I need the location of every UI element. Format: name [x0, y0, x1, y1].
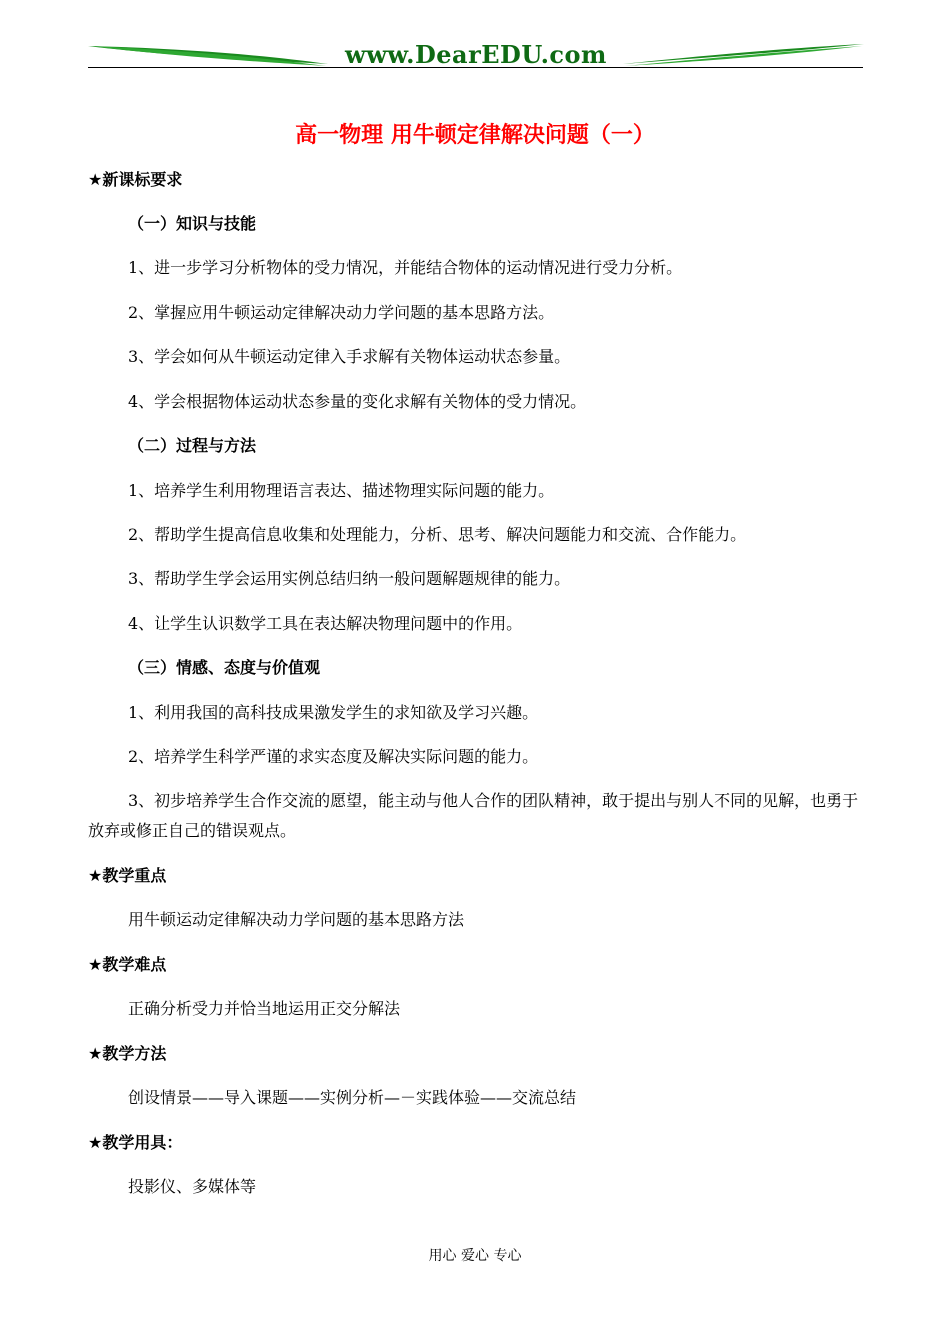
list-item: 4、让学生认识数学工具在表达解决物理问题中的作用。 — [128, 614, 523, 633]
section-heading-method: ★教学方法 — [88, 1044, 167, 1063]
list-item: 1、进一步学习分析物体的受力情况，并能结合物体的运动情况进行受力分析。 — [128, 258, 683, 277]
focus-text: 用牛顿运动定律解决动力学问题的基本思路方法 — [128, 910, 465, 929]
page-footer: 用心 爱心 专心 — [428, 1248, 522, 1264]
list-item: 2、掌握应用牛顿运动定律解决动力学问题的基本思路方法。 — [128, 303, 555, 322]
page-title: 高一物理 用牛顿定律解决问题（一） — [295, 123, 655, 148]
list-item: 1、培养学生利用物理语言表达、描述物理实际问题的能力。 — [128, 481, 555, 500]
tools-text: 投影仪、多媒体等 — [128, 1177, 257, 1196]
site-url: www.DearEDU.com — [345, 40, 607, 69]
list-item: 3、帮助学生学会运用实例总结归纳一般问题解题规律的能力。 — [128, 569, 571, 588]
difficulty-text: 正确分析受力并恰当地运用正交分解法 — [128, 999, 401, 1018]
header-rule — [88, 67, 863, 68]
list-item: 3、初步培养学生合作交流的愿望，能主动与他人合作的团队精神，敢于提出与别人不同的见解，也勇于放弃或修正自己的错误观点。 — [88, 791, 859, 840]
section-heading-curriculum: ★新课标要求 — [88, 170, 183, 189]
section-heading-difficulty: ★教学难点 — [88, 955, 167, 974]
list-item: 1、利用我国的高科技成果激发学生的求知欲及学习兴趣。 — [128, 703, 539, 722]
subsection-heading-knowledge: （一）知识与技能 — [128, 214, 257, 233]
subsection-heading-attitude: （三）情感、态度与价值观 — [128, 658, 321, 677]
subsection-heading-process: （二）过程与方法 — [128, 436, 257, 455]
list-item: 3、学会如何从牛顿运动定律入手求解有关物体运动状态参量。 — [128, 347, 571, 366]
method-text: 创设情景——导入课题——实例分析—－实践体验——交流总结 — [128, 1088, 577, 1107]
section-heading-tools: ★教学用具： — [88, 1133, 183, 1152]
section-heading-focus: ★教学重点 — [88, 866, 167, 885]
list-item: 2、培养学生科学严谨的求实态度及解决实际问题的能力。 — [128, 747, 539, 766]
list-item: 4、学会根据物体运动状态参量的变化求解有关物体的受力情况。 — [128, 392, 587, 411]
list-item: 2、帮助学生提高信息收集和处理能力，分析、思考、解决问题能力和交流、合作能力。 — [128, 525, 747, 544]
